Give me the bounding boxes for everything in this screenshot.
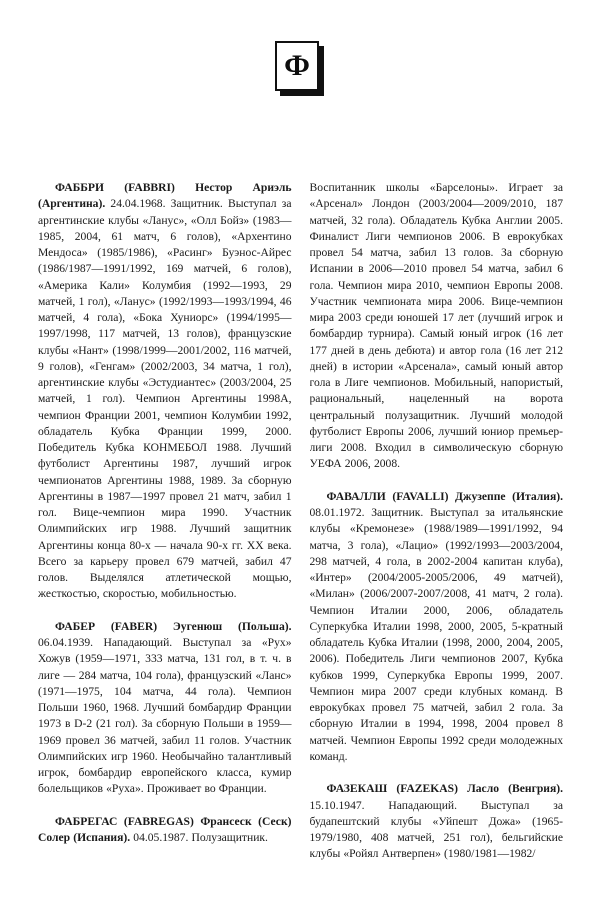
entry-headword: ФАБРЕГАС (FABREGAS) Франсеск (Сеск) Солер (Испания).	[38, 814, 292, 844]
entry-fabregas	[38, 814, 292, 847]
entry-favalli	[310, 489, 564, 765]
column-left	[38, 180, 292, 894]
entry-headword: ФАББРИ (FABBRI) Нестор Ариэль (Аргентина).	[38, 181, 292, 211]
section-letter-block	[0, 38, 600, 100]
entry-body: 04.05.1987. Полузащитник.	[130, 831, 268, 844]
section-letter-box	[275, 41, 319, 91]
column-right	[310, 180, 564, 894]
entry-body: 06.04.1939. Нападающий. Выступал за «Рух» Хожув (1959—1971, 333 матча, 131 гол, в т. ч. в лиге — 284 матча, 104 гола), французский «Ланс» (1971—1975, 104 матча, 44 гола). Чемпион Польши 1960, 1968. Лучший бомбардир Франции 1973 в D-2 (21 гол). За сборную Польши в 1959—1969 провел 36 матчей, забил 11 голов. Участник Олимпийских игр 1960. Необычайно талантливый игрок, бомбардир европейского класса, кумир болельщиков «Руха». Проживает во Франции.	[38, 636, 292, 796]
section-letter-badge	[275, 41, 325, 97]
entry-headword: ФАБЕР (FABER) Эугенюш (Польша).	[55, 619, 292, 633]
entry-fabbri	[38, 180, 292, 603]
entry-body: 24.04.1968. Защитник. Выступал за аргентинские клубы «Ланус», «Олл Бойз» (1983—1985, 2004, 61 матч, 6 голов), «Архентино Мендоса» (1985/1986), «Расинг» Буэнос-Айрес (1986/1987—1991/1992, 169 матчей, 6 голов), «Америка Кали» Колумбия (1992—1993, 29 матчей, 1 гол), «Ланус» (1992/1993—1993/1994, 46 матчей, 4 гола), «Бока Хуниорс» (1994/1995—1997/1998, 117 матчей, 13 голов), французские клубы «Нант» (1998/1999—2001/2002, 116 матчей, 9 голов), «Генгам» (2002/2003, 34 матча, 1 гол), аргентинские клубы «Эстудиантес» (2003/2004, 25 матчей, 1 гол). Чемпион Аргентины 1998А, чемпион Франции 2001, чемпион Колумбии 1992, обладатель Кубка Франции 1999, 2000. Победитель Кубка КОНМЕБОЛ 1988. Лучший футболист Аргентины 1987, лучший игрок чемпионатов Аргентины 1988, 1989. За сборную Аргентины в 1987—1997 провел 21 матч, забил 1 гол. Вице-чемпион мира 1990. Участник Олимпийских игр 1988. Лучший защитник Аргентины конца 80-х — начала 90-х гг. XX века. Всего за карьеру провел 679 матчей, забил 47 голов. Выделялся атлетической мощью, жесткостью, скоростью, мобильностью.	[38, 197, 292, 601]
section-letter-glyph: Ф	[284, 49, 310, 82]
entry-headword: ФАВАЛЛИ (FAVALLI) Джузеппе (Италия).	[326, 489, 563, 503]
entry-body: 08.01.1972. Защитник. Выступал за итальянские клубы «Кремонезе» (1988/1989—1991/1992, 94 матча, 3 гола), «Лацио» (1992/1993—2003/2004, 298 матчей, 4 гола, в 2002-2004 капитан клуба), «Интер» (2004/2005-2005/2006, 49 матчей), «Милан» (2006/2007-2007/2008, 41 матч, 2 гола). Чемпион Италии 2000, 2006, обладатель Суперкубка Италии 1998, 2000, 2005, 5-кратный обладатель Кубка Италии (1998, 2000, 2004, 2005, 2006). Победитель Лиги чемпионов 2007, Кубка кубков 1999, Суперкубка Европы 1999, 2007. Чемпион мира 2007 среди клубных команд. В еврокубках провел 75 матчей, забил 2 гола. За сборную Италии в 1994, 1998, 2004 провел 8 матчей. Чемпион Европы 1992 среди молодежных команд.	[309, 506, 563, 763]
entry-fabregas-continued	[310, 180, 564, 473]
entry-fazekas	[310, 781, 564, 862]
entry-faber	[38, 619, 292, 798]
entry-headword: ФАЗЕКАШ (FAZEKAS) Ласло (Венгрия).	[326, 782, 563, 796]
page-body	[38, 180, 563, 894]
entry-body: Воспитанник школы «Барселоны». Играет за «Арсенал» Лондон (2003/2004—2009/2010, 187 матчей, 32 гола). Обладатель Кубка Англии 2005. Финалист Лиги чемпионов 2006. В еврокубках провел 54 матча, забил 13 голов. За сборную Испании в 2006—2010 провел 54 матча, забил 6 гола. Чемпион мира 2010, чемпион Европы 2008. Участник чемпионата мира 2006. Вице-чемпион мира 2003 среди юношей 17 лет (лучший игрок и бомбардир турнира). Самый юный игрок (16 лет 177 дней в день дебюта) и автор гола (16 лет 212 дней) в истории «Арсенала», самый юный автор гола в Лиге чемпионов. Мобильный, напористый, рациональный, нацеленный на ворота центральный полузащитник. Лучший молодой футболист Европы 2006, лучший юниор премьер-лиги 2008. Входил в символическую сборную УЕФА 2006, 2008.	[309, 181, 563, 471]
entry-body: 15.10.1947. Нападающий. Выступал за будапештский клубы «Уйпешт Дожа» (1965-1979/1980, 408 матчей, 251 гол), бельгийские клубы «Ройял Антверпен» (1980/1981—1982/	[309, 798, 563, 861]
